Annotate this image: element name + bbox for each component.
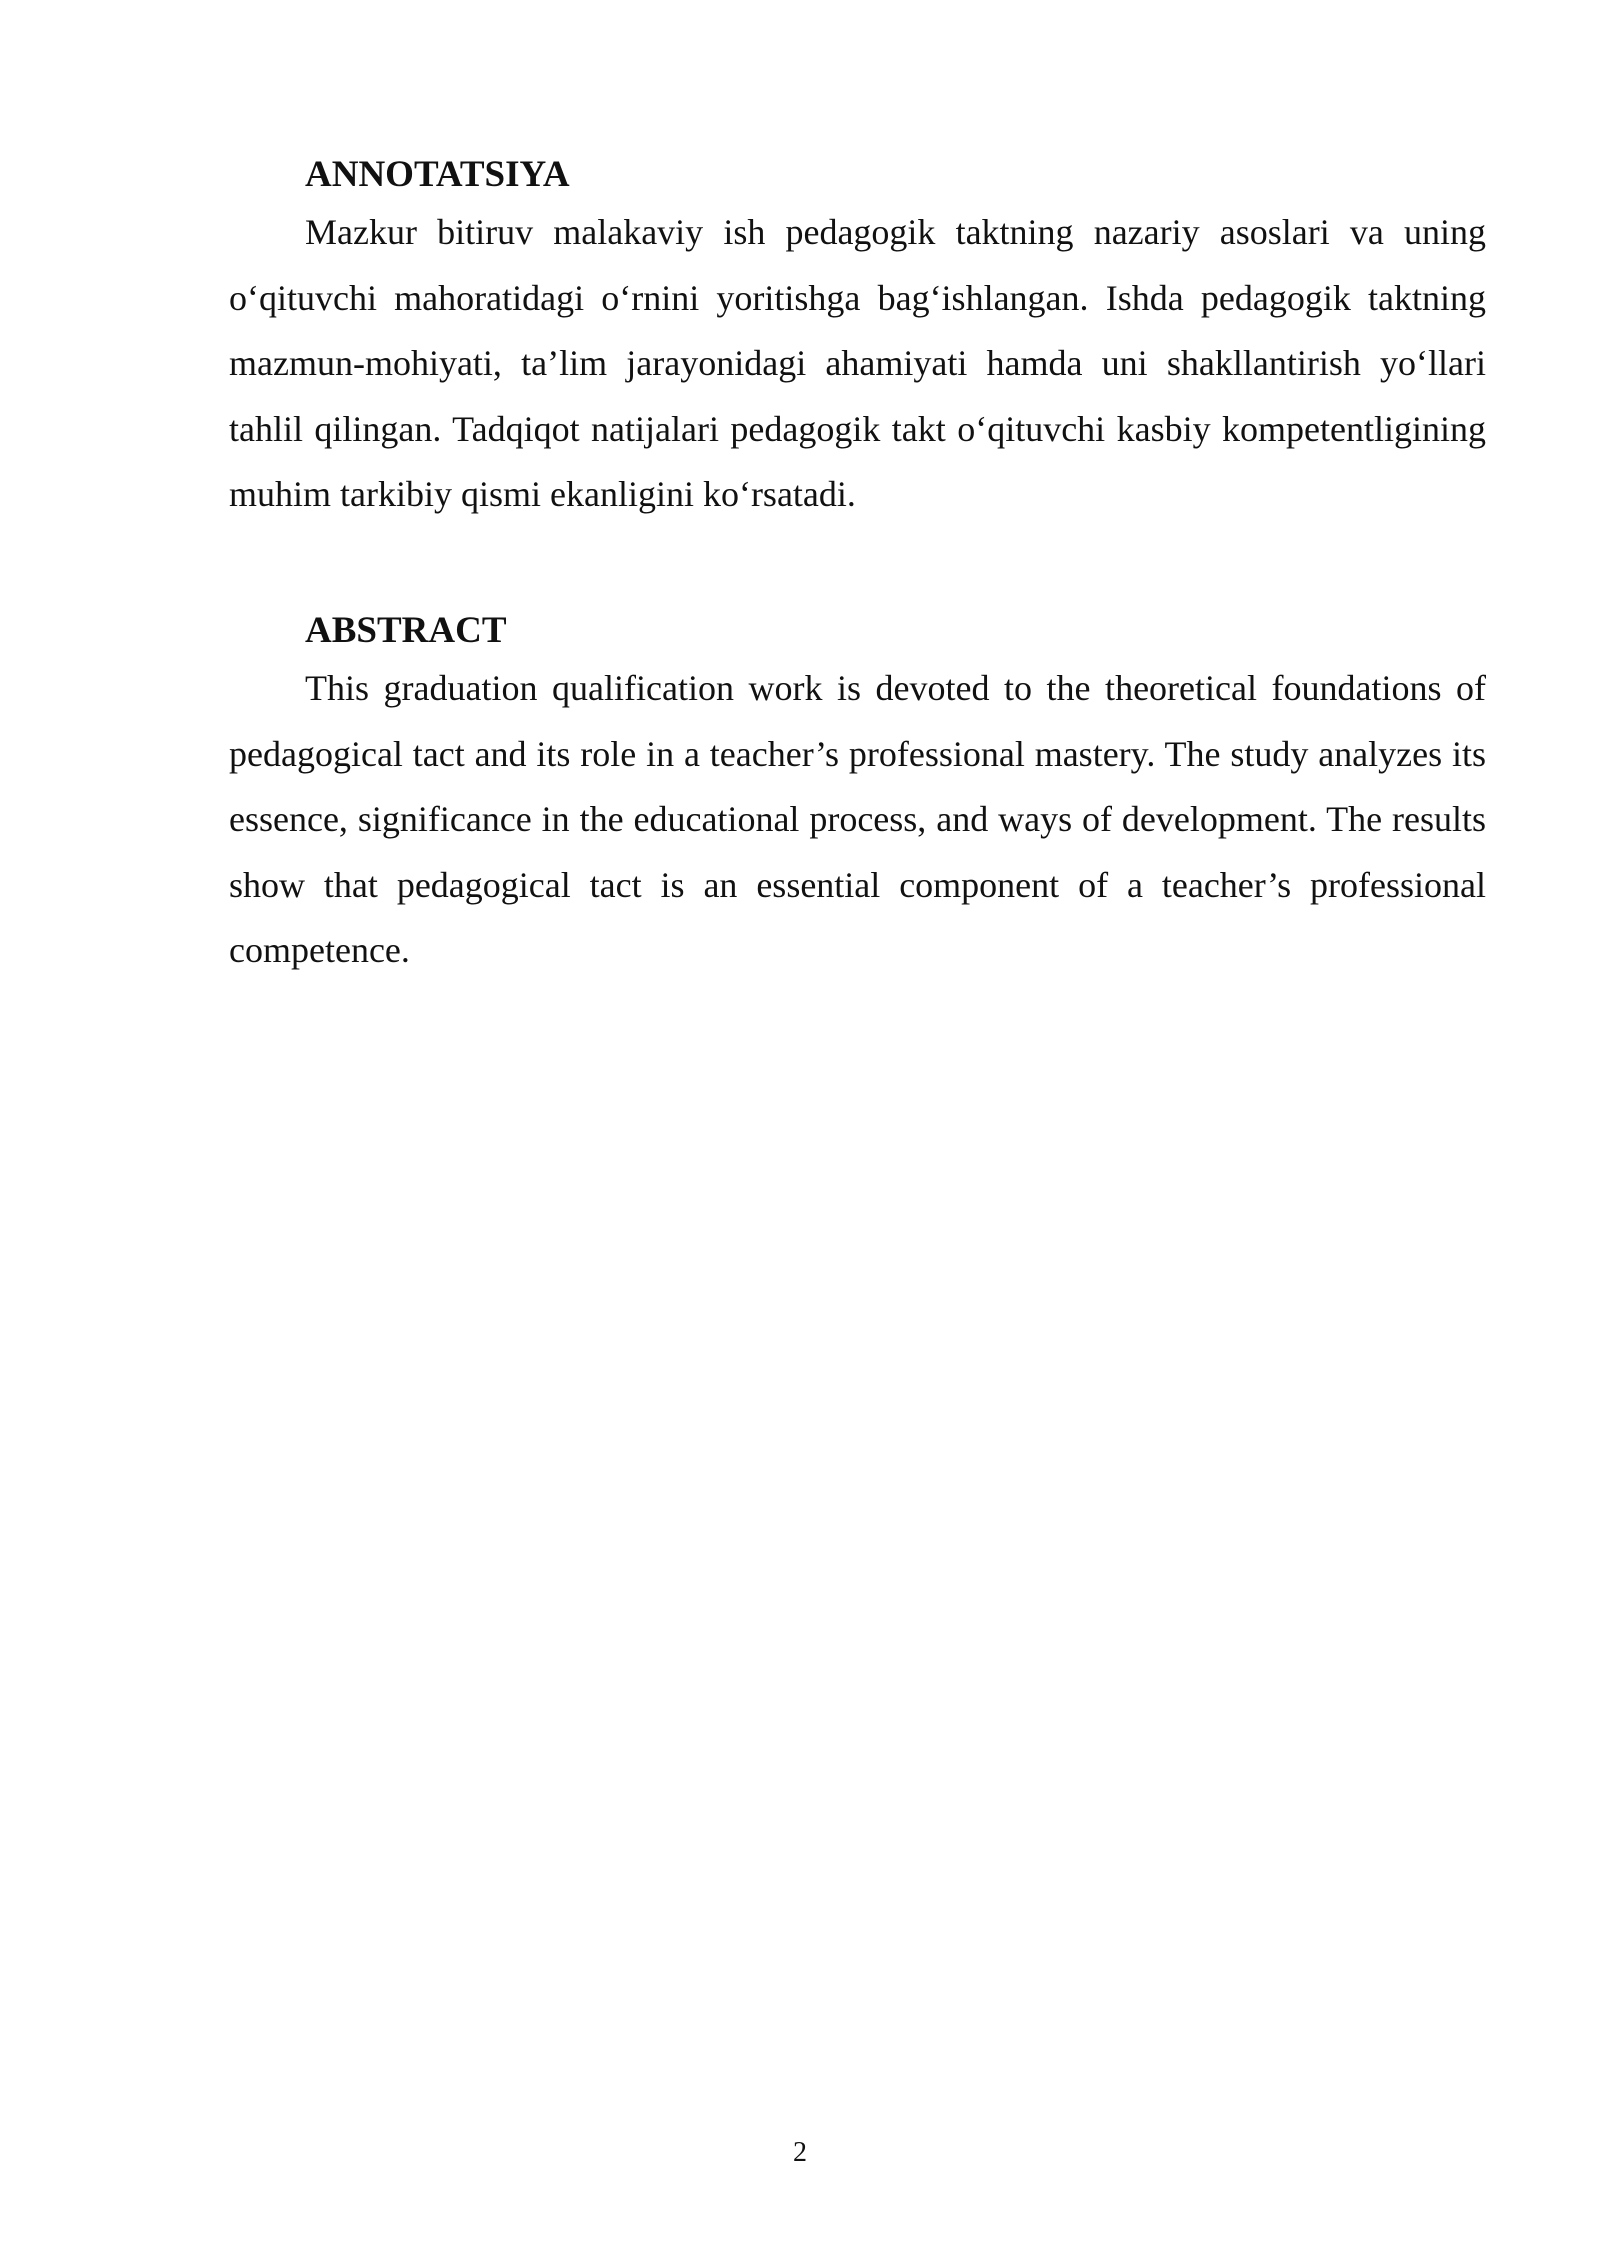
abstract-section <box>229 606 1486 984</box>
annotation-section <box>229 150 1486 528</box>
abstract-heading: ABSTRACT <box>305 610 507 651</box>
annotation-heading: ANNOTATSIYA <box>305 154 570 195</box>
page-number: 2 <box>793 2137 807 2168</box>
annotation-paragraph: Mazkur bitiruv malakaviy ish pedagogik taktning nazariy asoslari va uning o‘qituvchi mahoratidagi o‘rnini yoritishga bag‘ishlangan. Ishda pedagogik taktning mazmun-mohiyati, ta’lim jarayonidagi ahamiyati hamda uni shakllantirish yo‘llari tahlil qilingan. Tadqiqot natijalari pedagogik takt o‘qituvchi kasbiy kompetentligining muhim tarkibiy qismi ekanligini ko‘rsatadi. <box>229 212 1486 514</box>
abstract-paragraph: This graduation qualification work is devoted to the theoretical foundations of pedagogical tact and its role in a teacher’s professional mastery. The study analyzes its essence, significance in the educational process, and ways of development. The results show that pedagogical tact is an essential component of a teacher’s professional competence. <box>229 668 1486 970</box>
